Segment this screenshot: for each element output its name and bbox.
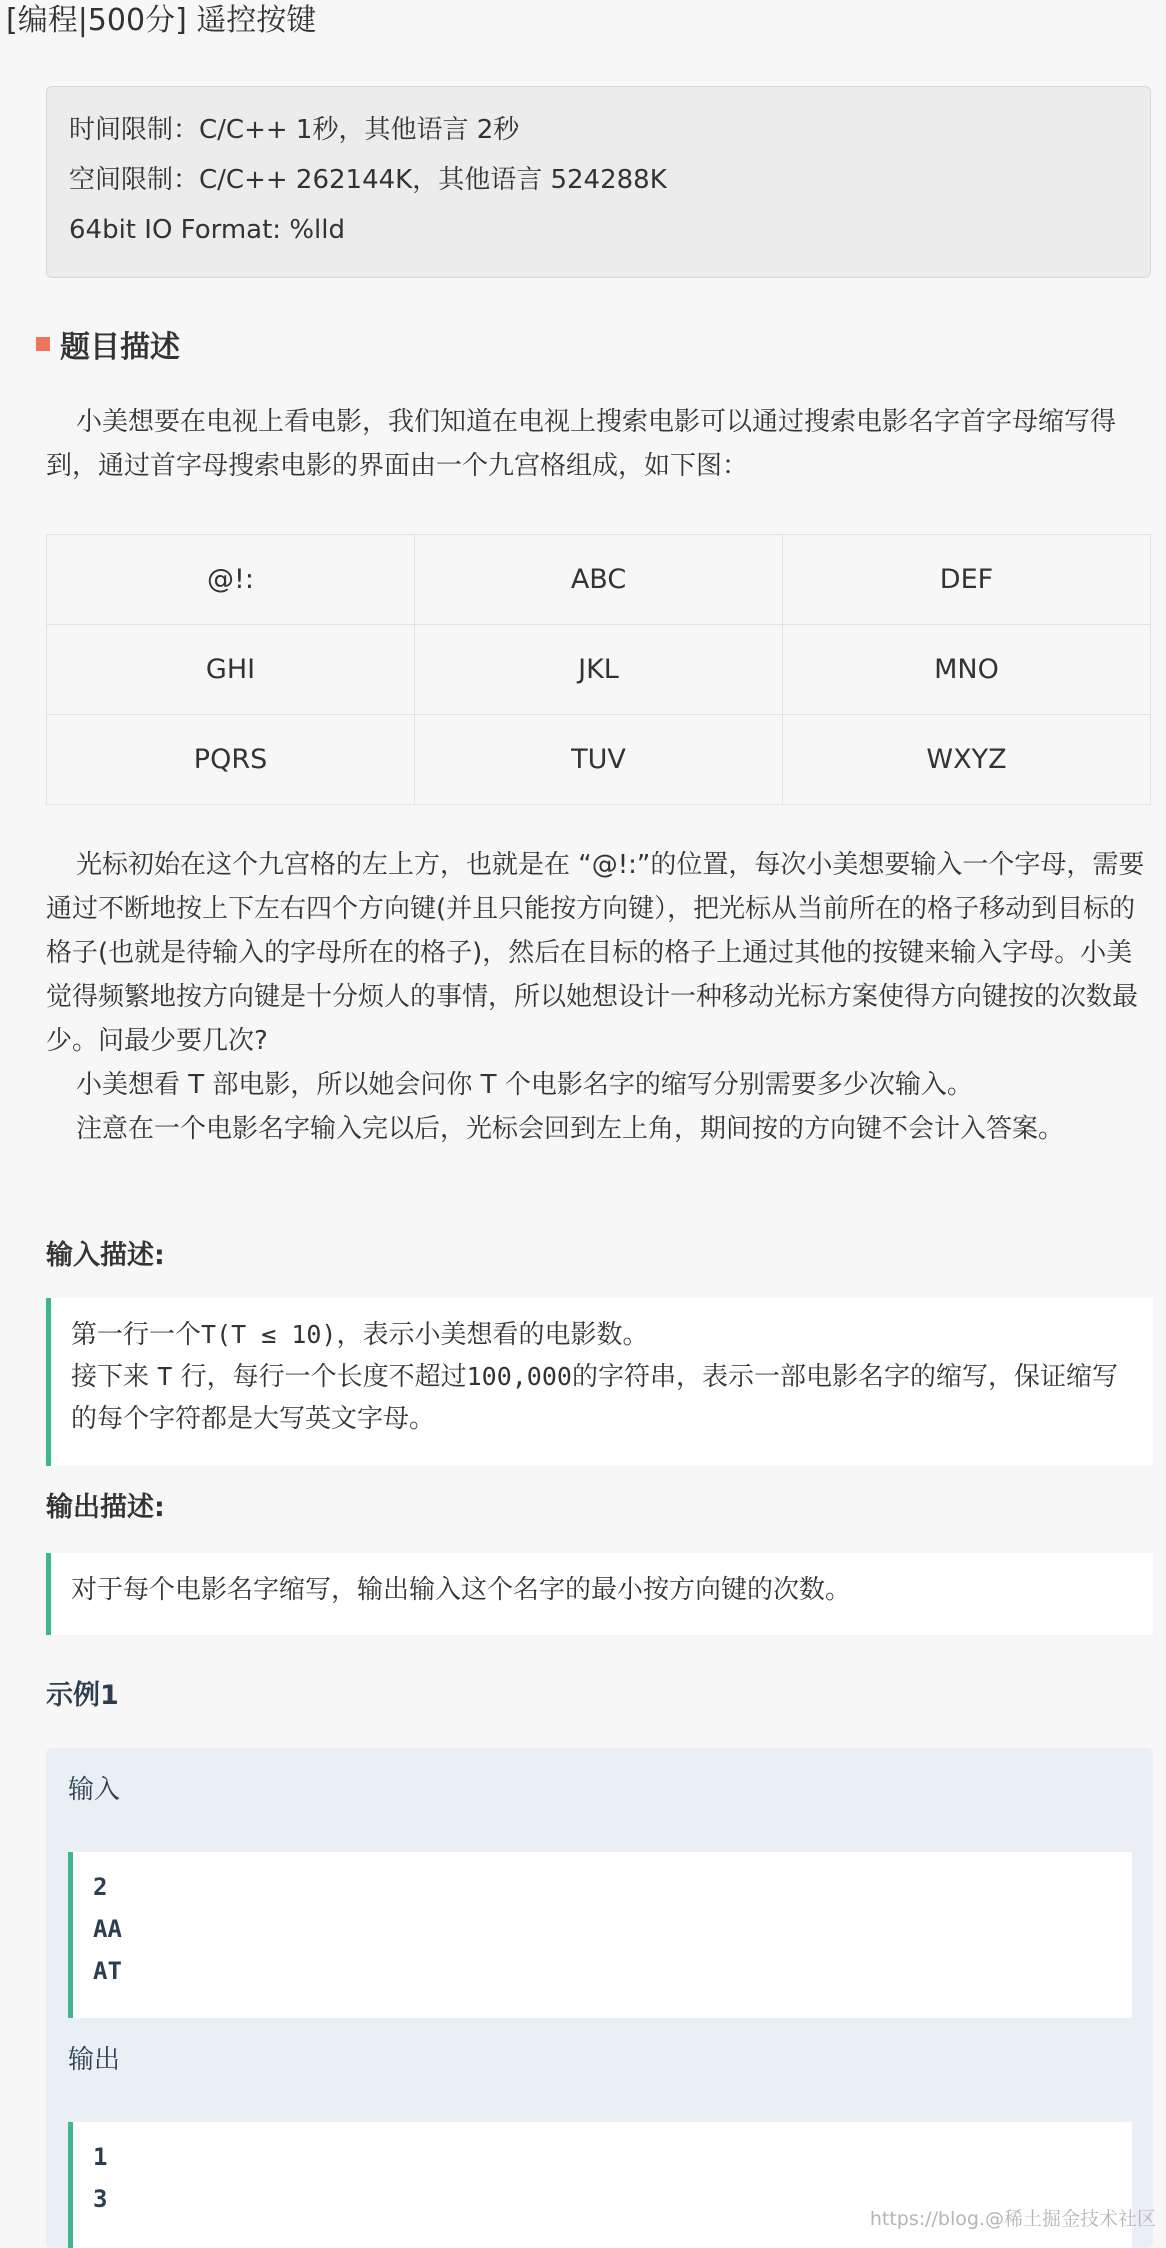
output-desc-box: [46, 1553, 1153, 1635]
input-desc-heading: 输入描述:: [46, 1240, 165, 1271]
input-desc-line2: [71, 1356, 1133, 1440]
grid-cell: MNO: [783, 625, 1151, 715]
heading-marker-icon: [36, 337, 50, 351]
code-line: 2: [93, 1873, 108, 1901]
output-desc-heading: 输出描述:: [46, 1492, 165, 1523]
grid-cell: WXYZ: [783, 715, 1151, 805]
description-para3: [46, 1107, 1156, 1151]
page-title: [编程|500分] 遥控按键: [6, 3, 317, 38]
grid-cell: JKL: [415, 625, 783, 715]
watermark: https://blog.@稀土掘金技术社区: [869, 2208, 1156, 2230]
para1-text: 光标初始在这个九宫格的左上方，也就是在 “@!:”的位置，每次小美想要输入一个字母，需要通过不断地按上下左右四个方向键(并且只能按方向键），把光标从当前所在的格子移动到目标的格子(也就是待输入的字母所在的格子)，然后在目标的格子上通过其他的按键来输入字母。小美觉得频繁地按方向键是十分烦人的事情，所以她想设计一种移动光标方案使得方向键按的次数最少。问最少要几次?: [46, 850, 1145, 1056]
limits-box: [46, 86, 1151, 278]
input-desc-text: 行，每行一个长度不超过: [172, 1362, 467, 1392]
grid-cell: PQRS: [47, 715, 415, 805]
code-line: 3: [93, 2185, 108, 2213]
output-desc-text: 对于每个电影名字缩写，输出输入这个名字的最小按方向键的次数。: [71, 1575, 852, 1605]
grid-cell: ABC: [415, 535, 783, 625]
description-heading: [36, 322, 180, 366]
grid-cell: @!:: [47, 535, 415, 625]
description-para1: [46, 843, 1156, 1063]
para3-text: 注意在一个电影名字输入完以后，光标会回到左上角，期间按的方向键不会计入答案。: [76, 1114, 1065, 1144]
example-input-label: 输入: [68, 1775, 121, 1805]
inline-code: T(T ≤ 10): [201, 1320, 337, 1349]
code-line: AT: [93, 1957, 122, 1985]
description-para2: [46, 1063, 1156, 1107]
inline-code: T: [157, 1362, 173, 1391]
example-title: 示例1: [46, 1680, 119, 1711]
memory-limit: 空间限制：C/C++ 262144K，其他语言 524288K: [69, 165, 667, 195]
description-heading-text: 题目描述: [60, 330, 180, 365]
nine-grid: [46, 534, 1151, 805]
grid-row: [47, 535, 1151, 625]
para2-text: 小美想看 T 部电影，所以她会问你 T 个电影名字的缩写分别需要多少次输入。: [76, 1070, 973, 1100]
code-line: AA: [93, 1915, 122, 1943]
example-input-block: [68, 1852, 1132, 2018]
input-desc-text: 第一行一个: [71, 1320, 202, 1350]
grid-cell: DEF: [783, 535, 1151, 625]
grid-cell: TUV: [415, 715, 783, 805]
code-line: 1: [93, 2143, 108, 2171]
input-desc-text: 接下来: [71, 1362, 158, 1392]
grid-cell: GHI: [47, 625, 415, 715]
input-desc-line1: [71, 1314, 1133, 1356]
intro-text: 小美想要在电视上看电影，我们知道在电视上搜索电影可以通过搜索电影名字首字母缩写得到，通过首字母搜索电影的界面由一个九宫格组成，如下图：: [46, 407, 1117, 481]
input-desc-text: 的字符串，表示一部电影名字的缩写，保证缩写的每个字符都是大写英文字母。: [71, 1362, 1118, 1434]
description-intro: [46, 400, 1156, 488]
example-box: [46, 1748, 1153, 2248]
io-format: 64bit IO Format: %lld: [69, 215, 345, 245]
input-desc-text: ，表示小美想看的电影数。: [336, 1320, 649, 1350]
grid-row: [47, 625, 1151, 715]
time-limit: 时间限制：C/C++ 1秒，其他语言 2秒: [69, 115, 520, 145]
inline-code: 100,000: [466, 1362, 572, 1391]
grid-row: [47, 715, 1151, 805]
input-desc-box: [46, 1298, 1153, 1466]
example-output-label: 输出: [68, 2045, 121, 2075]
